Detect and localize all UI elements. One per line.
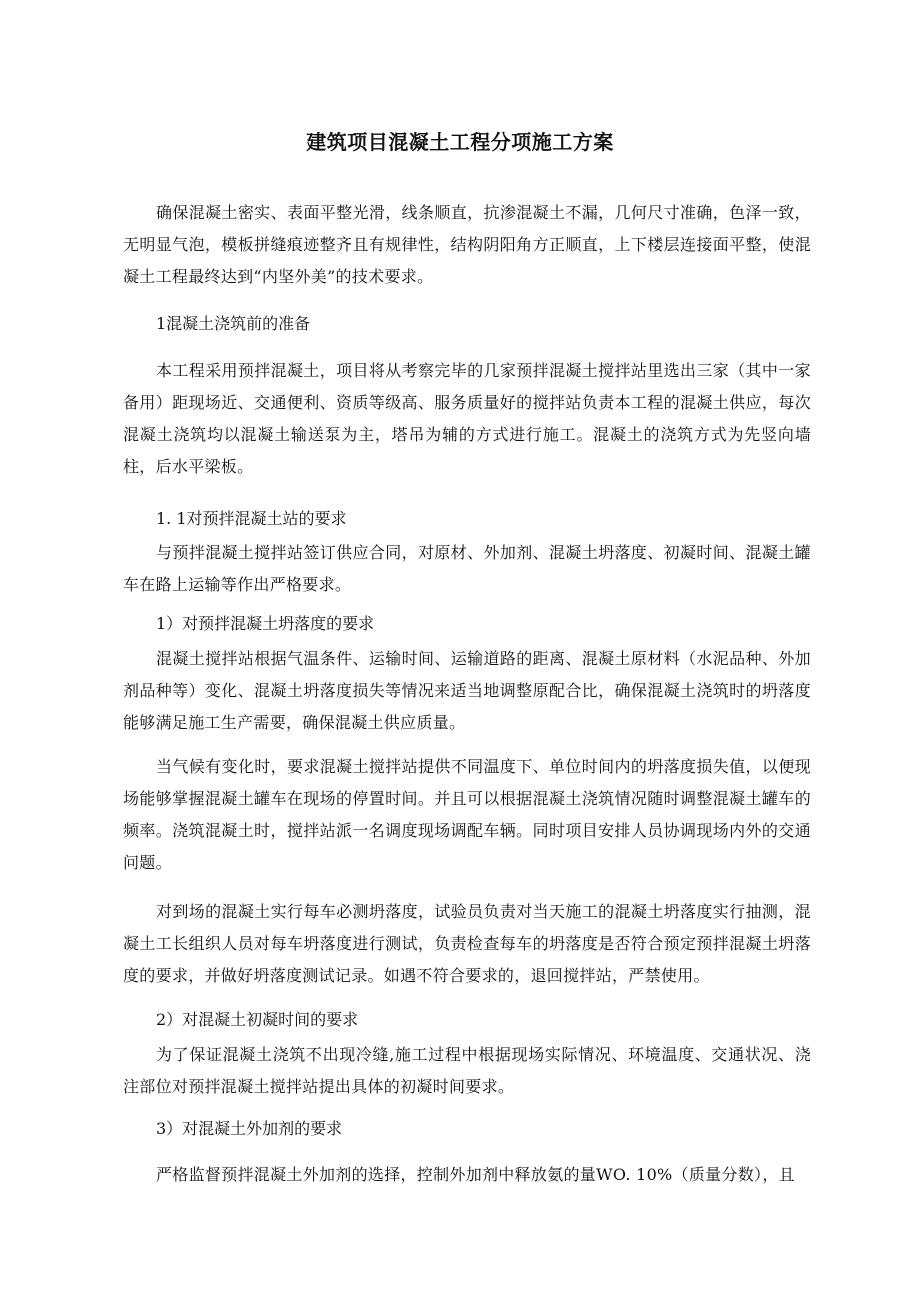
section-1-1-heading: 1. 1对预拌混凝土站的要求 [156, 509, 347, 528]
item-1-heading: 1）对预拌混凝土坍落度的要求 [156, 614, 375, 633]
item-3-heading: 3）对混凝土外加剂的要求 [156, 1119, 343, 1138]
intro-paragraph: 确保混凝土密实、表面平整光滑，线条顺直，抗渗混凝土不漏，几何尺寸准确，色泽一致，无明显气泡，模板拼缝痕迹整齐且有规律性，结构阴阳角方正顺直，上下楼层连接面平整，使混凝土工程最终达到“内坚外美”的技术要求。 [123, 203, 811, 286]
item-1-paragraph-1: 混凝土搅拌站根据气温条件、运输时间、运输道路的距离、混凝土原材料（水泥品种、外加剂品种等）变化、混凝土坍落度损失等情况来适当地调整原配合比，确保混凝土浇筑时的坍落度能够满足施工生产需要，确保混凝土供应质量。 [123, 649, 811, 732]
section-1-paragraph: 本工程采用预拌混凝土，项目将从考察完毕的几家预拌混凝土搅拌站里选出三家（其中一家备用）距现场近、交通便利、资质等级高、服务质量好的搅拌站负责本工程的混凝土供应，每次混凝土浇筑均以混凝土输送泵为主，塔吊为辅的方式进行施工。混凝土的浇筑方式为先竖向墙柱，后水平梁板。 [123, 361, 811, 476]
item-3-paragraph: 严格监督预拌混凝土外加剂的选择，控制外加剂中释放氨的量WO. 10%（质量分数），且 [156, 1165, 795, 1184]
item-2-paragraph: 为了保证混凝土浇筑不出现冷缝,施工过程中根据现场实际情况、环境温度、交通状况、浇注部位对预拌混凝土搅拌站提出具体的初凝时间要求。 [123, 1045, 811, 1096]
item-2-heading: 2）对混凝土初凝时间的要求 [156, 1010, 359, 1029]
section-1-heading: 1混凝土浇筑前的准备 [156, 314, 311, 333]
item-1-paragraph-2: 当气候有变化时，要求混凝土搅拌站提供不同温度下、单位时间内的坍落度损失值，以便现场能够掌握混凝土罐车在现场的停置时间。并且可以根据混凝土浇筑情况随时调整混凝土罐车的频率。浇筑混凝土时，搅拌站派一名调度现场调配车辆。同时项目安排人员协调现场内外的交通问题。 [123, 757, 811, 872]
section-1-1-paragraph: 与预拌混凝土搅拌站签订供应合同，对原材、外加剂、混凝土坍落度、初凝时间、混凝土罐车在路上运输等作出严格要求。 [123, 543, 811, 594]
item-1-paragraph-3: 对到场的混凝土实行每车必测坍落度，试验员负责对当天施工的混凝土坍落度实行抽测，混凝土工长组织人员对每车坍落度进行测试，负责检查每车的坍落度是否符合预定预拌混凝土坍落度的要求，并做好坍落度测试记录。如遇不符合要求的，退回搅拌站，严禁使用。 [123, 902, 811, 985]
document-title: 建筑项目混凝土工程分项施工方案 [306, 130, 614, 154]
